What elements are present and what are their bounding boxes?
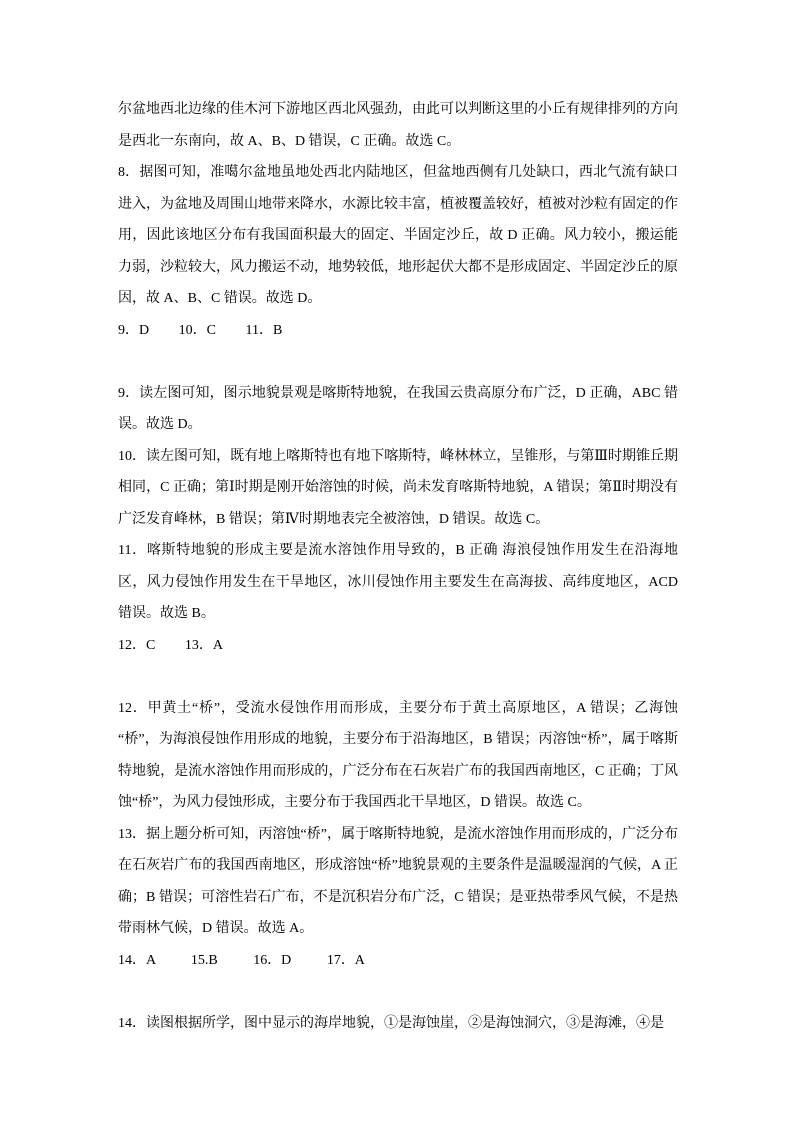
para-q10-explanation: 10．读左图可知，既有地上喀斯特也有地下喀斯特，峰林林立，呈锥形，与第Ⅲ时期锥丘期相同，C 正确；第Ⅰ时期是刚开始溶蚀的时候，尚未发育喀斯特地貌，A 错误；第Ⅱ时期没有广泛发育峰林，B 错误；第Ⅳ时期地表完全被溶蚀，D 错误。故选 C。 xyxy=(118,448,678,527)
answer-q10: 10．C xyxy=(178,322,216,338)
answer-q11: 11．B xyxy=(245,322,283,338)
answer-q12: 12．C xyxy=(118,637,156,653)
answer-q16: 16．D xyxy=(253,952,292,968)
answer-q9: 9．D xyxy=(118,322,150,338)
answers-row-14-17 xyxy=(118,945,678,977)
answer-q14: 14．A xyxy=(118,952,156,968)
answer-q17: 17．A xyxy=(326,952,365,968)
para-q9-explanation: 9．读左图可知，图示地貌景观是喀斯特地貌，在我国云贵高原分布广泛，D 正确，ABC 错误。故选 D。 xyxy=(118,385,678,432)
para-q8-explanation: 8．据图可知，准噶尔盆地虽地处西北内陆地区，但盆地西侧有几处缺口，西北气流有缺口进入，为盆地及周围山地带来降水，水源比较丰富，植被覆盖较好，植被对沙粒有固定的作用，因此该地区分布有我国面积最大的固定、半固定沙丘，故 D 正确。风力较小，搬运能力弱，沙粒较大，风力搬运不动，地势较低，地形起伏大都不是形成固定、半固定沙丘的原因，故 A、B、C 错误。故选 D。 xyxy=(118,165,678,306)
answers-row-9-11 xyxy=(118,315,678,347)
para-q11-explanation: 11．喀斯特地貌的形成主要是流水溶蚀作用导致的，B 正确 海浪侵蚀作用发生在沿海地区，风力侵蚀作用发生在干旱地区，冰川侵蚀作用主要发生在高海拔、高纬度地区，ACD 错误。故选 B。 xyxy=(118,543,678,621)
answers-row-12-13 xyxy=(118,630,678,662)
para-q14-explanation-partial: 14．读图根据所学，图中显示的海岸地貌，①是海蚀崖，②是海蚀洞穴，③是海滩，④是 xyxy=(118,1015,664,1031)
answer-q15: 15.B xyxy=(190,952,218,968)
para-q13-explanation: 13．据上题分析可知，丙溶蚀“桥”，属于喀斯特地貌，是流水溶蚀作用而形成的，广泛分布在石灰岩广布的我国西南地区，形成溶蚀“桥”地貌景观的主要条件是温暖湿润的气候，A 正确；B 错误；可溶性岩石广布，不是沉积岩分布广泛，C 错误；是亚热带季风气候，不是热带雨林气候，D 错误。故选 A。 xyxy=(118,826,678,936)
para-q7-explanation-tail: 尔盆地西北边缘的佳木河下游地区西北风强劲，由此可以判断这里的小丘有规律排列的方向是西北一东南向，故 A、B、D 错误，C 正确。故选 C。 xyxy=(118,102,678,149)
para-q12-explanation: 12．甲黄土“桥”，受流水侵蚀作用而形成，主要分布于黄土高原地区，A 错误；乙海蚀“桥”，为海浪侵蚀作用形成的地貌，主要分布于沿海地区，B 错误；丙溶蚀“桥”，属于喀斯特地貌，是流水溶蚀作用而形成的，广泛分布在石灰岩广布的我国西南地区，C 正确；丁风蚀“桥”，为风力侵蚀形成，主要分布于我国西北干旱地区，D 错误。故选 C。 xyxy=(118,700,678,810)
answer-q13: 13．A xyxy=(184,637,223,653)
